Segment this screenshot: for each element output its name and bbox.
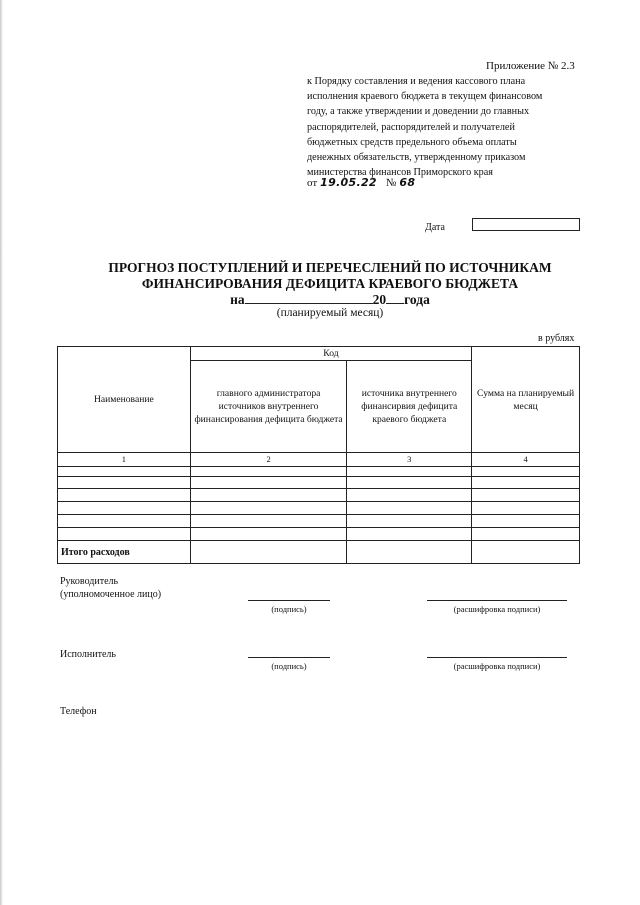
table-cell[interactable] bbox=[58, 515, 191, 528]
table-cell[interactable] bbox=[190, 489, 347, 502]
table-cell[interactable] bbox=[190, 528, 347, 541]
head-label bbox=[60, 575, 161, 601]
table-cell[interactable] bbox=[347, 515, 472, 528]
table-cell[interactable] bbox=[347, 528, 472, 541]
period-suffix: года bbox=[404, 292, 430, 307]
header-code-group: Код bbox=[190, 347, 471, 361]
appendix-line: к Порядку составления и ведения кассового плана bbox=[307, 76, 526, 87]
document-title-line1: ПРОГНОЗ ПОСТУПЛЕНИЙ И ПЕРЕЧЕСЛЕНИЙ ПО ИСТОЧНИКАМ bbox=[108, 260, 552, 275]
table-cell[interactable] bbox=[347, 489, 472, 502]
table-cell[interactable] bbox=[472, 489, 580, 502]
table-cell[interactable] bbox=[472, 528, 580, 541]
head-signature-field[interactable] bbox=[248, 600, 330, 601]
table-row bbox=[58, 528, 580, 541]
forecast-table bbox=[57, 346, 580, 564]
table-cell[interactable] bbox=[190, 515, 347, 528]
table-cell[interactable] bbox=[347, 502, 472, 515]
table-cell[interactable] bbox=[58, 489, 191, 502]
table-cell[interactable] bbox=[472, 477, 580, 489]
scan-edge-left bbox=[0, 0, 3, 905]
executor-signature-caption: (подпись) bbox=[271, 661, 307, 671]
executor-decoding-field[interactable] bbox=[427, 657, 567, 658]
table-cell[interactable] bbox=[58, 528, 191, 541]
table-cell[interactable] bbox=[58, 502, 191, 515]
date-field[interactable] bbox=[472, 218, 580, 231]
header-sum: Сумма на планируемый месяц bbox=[472, 347, 580, 453]
year-field[interactable] bbox=[386, 292, 404, 304]
table-cell[interactable] bbox=[347, 467, 472, 477]
table-row bbox=[58, 467, 580, 477]
column-number: 2 bbox=[190, 453, 347, 467]
total-row bbox=[58, 541, 580, 564]
date-label: Дата bbox=[425, 222, 445, 233]
column-number: 4 bbox=[472, 453, 580, 467]
table-row bbox=[58, 515, 580, 528]
table-cell[interactable] bbox=[472, 541, 580, 564]
table-cell[interactable] bbox=[190, 541, 347, 564]
executor-label: Исполнитель bbox=[60, 649, 116, 660]
table-cell[interactable] bbox=[472, 467, 580, 477]
order-prefix: от bbox=[307, 177, 318, 189]
appendix-line: бюджетных средств предельного объема оплаты bbox=[307, 136, 517, 148]
table-cell[interactable] bbox=[472, 502, 580, 515]
document-title-line2: ФИНАНСИРОВАНИЯ ДЕФИЦИТА КРАЕВОГО БЮДЖЕТА bbox=[141, 276, 519, 291]
period-year: 20 bbox=[372, 292, 387, 307]
month-field[interactable] bbox=[245, 292, 373, 304]
table-cell[interactable] bbox=[190, 502, 347, 515]
head-label-line1: Руководитель bbox=[60, 576, 119, 587]
table-cell[interactable] bbox=[347, 477, 472, 489]
period-prefix: на bbox=[230, 292, 245, 307]
appendix-line: году, а также утверждении и доведении до главных bbox=[307, 106, 530, 118]
table-row bbox=[58, 502, 580, 515]
period-line bbox=[60, 292, 600, 308]
header-source-code: источника внутреннего финансирвия дефицита краевого бюджета bbox=[347, 361, 472, 453]
order-number-label: № bbox=[385, 177, 397, 189]
table-cell[interactable] bbox=[190, 477, 347, 489]
order-number-handwritten: 68 bbox=[399, 176, 416, 189]
column-number: 1 bbox=[58, 453, 191, 467]
header-admin-code: главного администратора источников внутреннего финансирования дефицита бюджета bbox=[190, 361, 347, 453]
total-label: Итого расходов bbox=[58, 541, 191, 564]
head-label-line2: (уполномоченное лицо) bbox=[60, 589, 162, 600]
table-cell[interactable] bbox=[347, 541, 472, 564]
executor-decoding-caption: (расшифровка подписи) bbox=[453, 661, 541, 671]
column-number: 3 bbox=[347, 453, 472, 467]
table-row bbox=[58, 477, 580, 489]
order-date-handwritten: 19.05.22 bbox=[320, 176, 377, 189]
head-signature-caption: (подпись) bbox=[271, 604, 307, 614]
appendix-title: Приложение № 2.3 bbox=[486, 60, 575, 72]
table-row bbox=[58, 489, 580, 502]
table-cell[interactable] bbox=[190, 467, 347, 477]
table-cell[interactable] bbox=[58, 467, 191, 477]
table-cell[interactable] bbox=[58, 477, 191, 489]
order-reference bbox=[307, 176, 415, 189]
head-decoding-field[interactable] bbox=[427, 600, 567, 601]
appendix-line: министерства финансов Приморского края bbox=[307, 167, 493, 179]
appendix-line: распорядителей, распорядителей и получателей bbox=[307, 121, 515, 133]
period-subtitle: (планируемый месяц) bbox=[276, 307, 384, 319]
head-decoding-caption: (расшифровка подписи) bbox=[453, 604, 541, 614]
appendix-body bbox=[307, 74, 579, 180]
executor-signature-field[interactable] bbox=[248, 657, 330, 658]
units-label: в рублях bbox=[538, 333, 575, 344]
appendix-line: денежных обязательств, утвержденному приказом bbox=[307, 152, 526, 164]
table-cell[interactable] bbox=[472, 515, 580, 528]
header-name: Наименование bbox=[58, 347, 191, 453]
appendix-line: исполнения краевого бюджета в текущем финансовом bbox=[307, 91, 543, 103]
phone-label: Телефон bbox=[60, 706, 97, 717]
